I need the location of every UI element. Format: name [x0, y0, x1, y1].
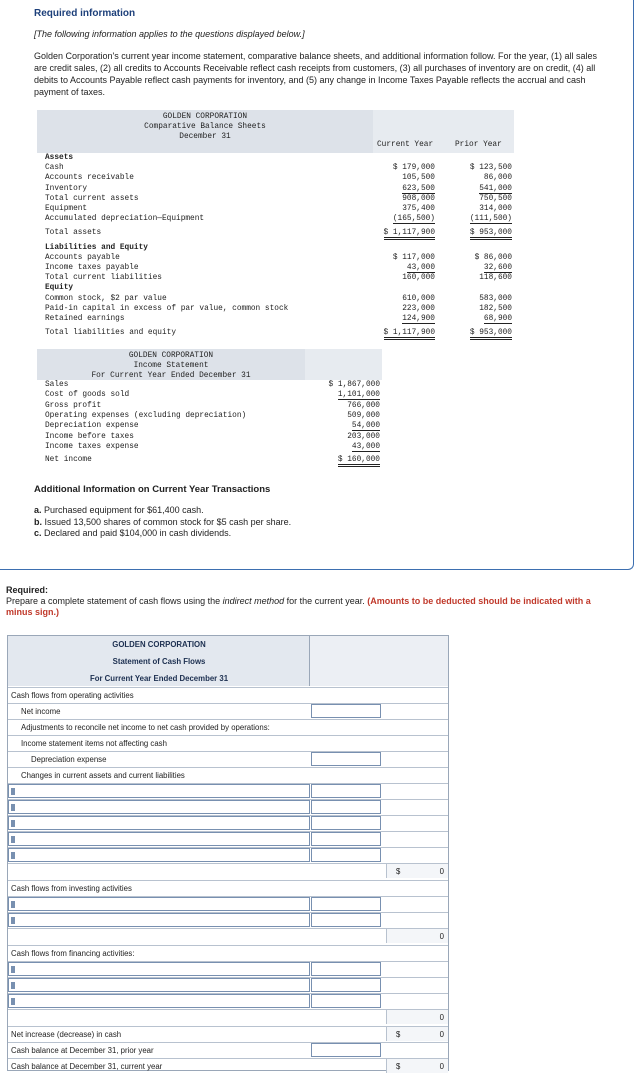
required-note: (Amounts to be deducted should be indicated with a minus sign.) — [6, 596, 591, 617]
required-method: indirect method — [222, 596, 285, 606]
bs-row-label: Total assets — [45, 229, 102, 238]
dropdown-marker-icon — [11, 852, 15, 859]
cf-row — [8, 847, 448, 863]
bs-row-label: Common stock, $2 par value — [45, 294, 167, 303]
cf-total-value: 0 — [439, 932, 444, 941]
required-section — [6, 585, 616, 618]
bs-row-label: Income taxes payable — [45, 264, 139, 272]
cf-amount-input[interactable] — [311, 913, 381, 927]
bs-company: GOLDEN CORPORATION — [162, 113, 248, 121]
cf-row — [8, 945, 448, 961]
balance-sheet-header — [37, 110, 514, 153]
additional-info-list — [34, 505, 291, 540]
additional-item-c: c. Declared and paid $104,000 in cash dividends. — [34, 528, 232, 538]
cf-amount-input[interactable] — [311, 994, 381, 1008]
cf-row — [8, 783, 448, 799]
bs-title: Comparative Balance Sheets — [144, 123, 266, 131]
cash-flow-worksheet — [7, 635, 449, 1071]
cf-row-label: Net income — [21, 707, 61, 716]
dropdown-marker-icon — [11, 982, 15, 989]
bs-row-label: Liabilities and Equity — [45, 243, 148, 252]
info-note: [The following information applies to the questions displayed below.] — [34, 29, 305, 39]
cf-row — [8, 977, 448, 993]
cf-account-select[interactable] — [8, 816, 310, 830]
cf-row-label: Cash flows from operating activities — [11, 691, 134, 700]
is-row-label: Net income — [45, 456, 92, 465]
bs-current-value: (165,500) — [392, 215, 435, 224]
bs-prior-value: 86,000 — [483, 174, 512, 183]
is-row-value: 203,000 — [347, 432, 380, 441]
cf-row-label: Adjustments to reconcile net income to net cash provided by operations: — [21, 723, 270, 732]
cf-company: GOLDEN CORPORATION — [112, 640, 206, 649]
bs-row-label: Retained earnings — [45, 315, 125, 323]
additional-item-b: b. Issued 13,500 shares of common stock for $5 cash per share. — [34, 516, 292, 527]
cf-row — [8, 1042, 448, 1058]
bs-current-value: $ 179,000 — [392, 164, 435, 173]
is-row-value: 766,000 — [347, 401, 380, 410]
cf-currency-symbol: $ — [396, 867, 401, 876]
cf-amount-input[interactable] — [311, 978, 381, 992]
cf-account-select[interactable] — [8, 848, 310, 862]
cf-total-value: 0 — [439, 1013, 444, 1022]
bs-prior-value: (111,500) — [469, 215, 512, 224]
required-text-2: for the current year. — [284, 596, 365, 606]
cf-row — [8, 993, 448, 1009]
cf-row — [8, 719, 448, 735]
is-date: For Current Year Ended December 31 — [91, 372, 251, 380]
cf-row — [8, 912, 448, 928]
is-company: GOLDEN CORPORATION — [128, 352, 214, 360]
is-row-label: Income taxes expense — [45, 442, 139, 451]
bs-prior-value: 541,000 — [479, 184, 512, 193]
bs-prior-value: 583,000 — [479, 294, 512, 303]
bs-current-value: $ 1,117,900 — [384, 229, 435, 240]
bs-current-value: 908,000 — [402, 194, 435, 203]
cf-amount-input[interactable] — [311, 784, 381, 798]
cf-row — [8, 815, 448, 831]
cf-row-label: Cash flows from financing activities: — [11, 949, 135, 958]
is-row-value: $ 160,000 — [338, 456, 380, 467]
bs-prior-value: 32,600 — [483, 264, 512, 272]
bs-prior-value: $ 953,000 — [470, 329, 512, 340]
cf-title: Statement of Cash Flows — [112, 657, 206, 666]
bs-prior-value: 314,000 — [479, 205, 512, 213]
bs-prior-value: $ 86,000 — [474, 253, 512, 262]
cf-account-select[interactable] — [8, 962, 310, 976]
cf-row — [8, 735, 448, 751]
cf-row-label: Changes in current assets and current liabilities — [21, 771, 185, 780]
cf-account-select[interactable] — [8, 913, 310, 927]
cf-account-select[interactable] — [8, 784, 310, 798]
cf-amount-input[interactable] — [311, 752, 381, 766]
is-row-value: 1,101,000 — [337, 391, 380, 400]
bs-current-value: 223,000 — [402, 304, 435, 313]
bs-date: December 31 — [179, 133, 231, 141]
bs-current-value: 375,400 — [402, 205, 435, 213]
cf-currency-symbol: $ — [396, 1030, 401, 1039]
bs-row-label: Equity — [45, 284, 74, 293]
cf-account-select[interactable] — [8, 978, 310, 992]
cf-account-select[interactable] — [8, 832, 310, 846]
cf-account-select[interactable] — [8, 994, 310, 1008]
income-statement — [37, 349, 382, 471]
cf-row-label: Income statement items not affecting cash — [21, 739, 167, 748]
bs-prior-value: $ 953,000 — [470, 229, 512, 240]
bs-row-label: Accounts payable — [45, 253, 120, 262]
bs-col-current: Current Year — [377, 141, 434, 149]
bs-row-label: Accounts receivable — [45, 174, 134, 183]
cf-row — [8, 831, 448, 847]
bs-prior-value: 118,600 — [479, 274, 512, 283]
bs-row-label: Accumulated depreciation—Equipment — [45, 215, 205, 224]
cf-row — [8, 799, 448, 815]
page-title: Required information — [34, 8, 136, 19]
bs-current-value: 124,900 — [402, 315, 435, 323]
bs-current-value: 160,000 — [402, 274, 435, 283]
cf-total-value: 0 — [439, 1062, 444, 1071]
cf-account-select[interactable] — [8, 897, 310, 911]
cf-row — [8, 751, 448, 767]
cf-date: For Current Year Ended December 31 — [89, 674, 229, 683]
is-row-value: 54,000 — [351, 422, 380, 431]
is-row-label: Sales — [45, 381, 69, 389]
bs-row-label: Total liabilities and equity — [45, 329, 177, 338]
bs-row-label: Equipment — [45, 205, 88, 213]
cf-amount-input[interactable] — [311, 800, 381, 814]
bs-current-value: 610,000 — [402, 294, 435, 303]
bs-prior-value: $ 123,500 — [469, 164, 512, 173]
bs-prior-value: 182,500 — [479, 304, 512, 313]
bs-row-label: Cash — [45, 164, 64, 173]
bs-prior-value: 750,500 — [479, 194, 512, 203]
bs-row-label: Inventory — [45, 184, 88, 193]
income-statement-header — [37, 349, 382, 380]
cf-total-value: 0 — [439, 867, 444, 876]
cash-flow-header — [8, 636, 310, 686]
cf-row — [8, 687, 448, 703]
dropdown-marker-icon — [11, 917, 15, 924]
cf-row — [8, 767, 448, 783]
dropdown-marker-icon — [11, 836, 15, 843]
cf-amount-input[interactable] — [311, 897, 381, 911]
cf-row — [8, 896, 448, 912]
bs-row-label: Total current liabilities — [45, 274, 162, 283]
balance-sheet — [37, 110, 514, 337]
cf-row — [8, 863, 448, 880]
is-row-label: Income before taxes — [45, 432, 134, 441]
is-title: Income Statement — [133, 362, 209, 370]
bs-col-prior: Prior Year — [455, 141, 502, 149]
cf-row — [8, 1058, 448, 1074]
bs-current-value: $ 1,117,900 — [384, 329, 435, 340]
is-row-value: 43,000 — [351, 442, 380, 451]
dropdown-marker-icon — [11, 998, 15, 1005]
is-row-value: $ 1,867,000 — [328, 381, 380, 389]
cf-amount-input[interactable] — [311, 962, 381, 976]
dropdown-marker-icon — [11, 820, 15, 827]
cf-row — [8, 1009, 448, 1026]
cf-row-label: Cash balance at December 31, current year — [11, 1062, 163, 1071]
cf-account-select[interactable] — [8, 800, 310, 814]
additional-info-heading: Additional Information on Current Year Transactions — [34, 484, 271, 495]
additional-item-a: a. Purchased equipment for $61,400 cash. — [34, 505, 204, 515]
intro-text: Golden Corporation's current year income statement, comparative balance sheets, and additional information follow. For the year, (1) all sales are credit sales, (2) all credits to Accounts Receivable reflect cash receipts from customers, (3) all purchases of inventory are on credit, (4) all debits to Accounts Payable reflect cash payments for inventory, and (5) any change in Income Taxes Payable reflects the accrual and cash payment of taxes. — [34, 51, 598, 97]
is-row-label: Cost of goods sold — [45, 391, 130, 400]
cf-row — [8, 961, 448, 977]
cf-amount-input[interactable] — [311, 704, 381, 718]
cf-currency-symbol: $ — [396, 1062, 401, 1071]
bs-row-label: Total current assets — [45, 194, 139, 203]
dropdown-marker-icon — [11, 966, 15, 973]
cf-row-label: Net increase (decrease) in cash — [11, 1030, 122, 1039]
cf-row — [8, 1026, 448, 1042]
bs-current-value: 43,000 — [406, 264, 435, 272]
bs-current-value: 623,500 — [402, 184, 435, 193]
bs-row-label: Paid-in capital in excess of par value, common stock — [45, 304, 289, 313]
cf-amount-input[interactable] — [311, 816, 381, 830]
dropdown-marker-icon — [11, 788, 15, 795]
cf-row-label: Cash balance at December 31, prior year — [11, 1046, 154, 1055]
required-text-1: Prepare a complete statement of cash flows using the — [6, 596, 223, 606]
bs-current-value: $ 117,000 — [392, 253, 435, 262]
cf-row-label: Depreciation expense — [31, 755, 107, 764]
cf-amount-input[interactable] — [311, 832, 381, 846]
is-row-label: Operating expenses (excluding depreciation) — [45, 411, 247, 420]
cf-amount-input[interactable] — [311, 1043, 381, 1057]
cf-row-label: Cash flows from investing activities — [11, 884, 132, 893]
bs-prior-value: 68,900 — [483, 315, 512, 323]
cf-amount-input[interactable] — [311, 848, 381, 862]
bs-row-label: Assets — [45, 154, 74, 162]
is-row-value: 509,000 — [347, 411, 380, 420]
dropdown-marker-icon — [11, 804, 15, 811]
bs-current-value: 105,500 — [402, 174, 435, 183]
is-row-label: Gross profit — [45, 401, 102, 410]
cf-row — [8, 928, 448, 945]
cf-row — [8, 880, 448, 896]
required-heading: Required: — [6, 585, 49, 595]
dropdown-marker-icon — [11, 901, 15, 908]
cash-flow-header-blank — [310, 636, 448, 686]
cf-row — [8, 703, 448, 719]
cf-total-value: 0 — [439, 1030, 444, 1039]
is-row-label: Depreciation expense — [45, 422, 139, 431]
